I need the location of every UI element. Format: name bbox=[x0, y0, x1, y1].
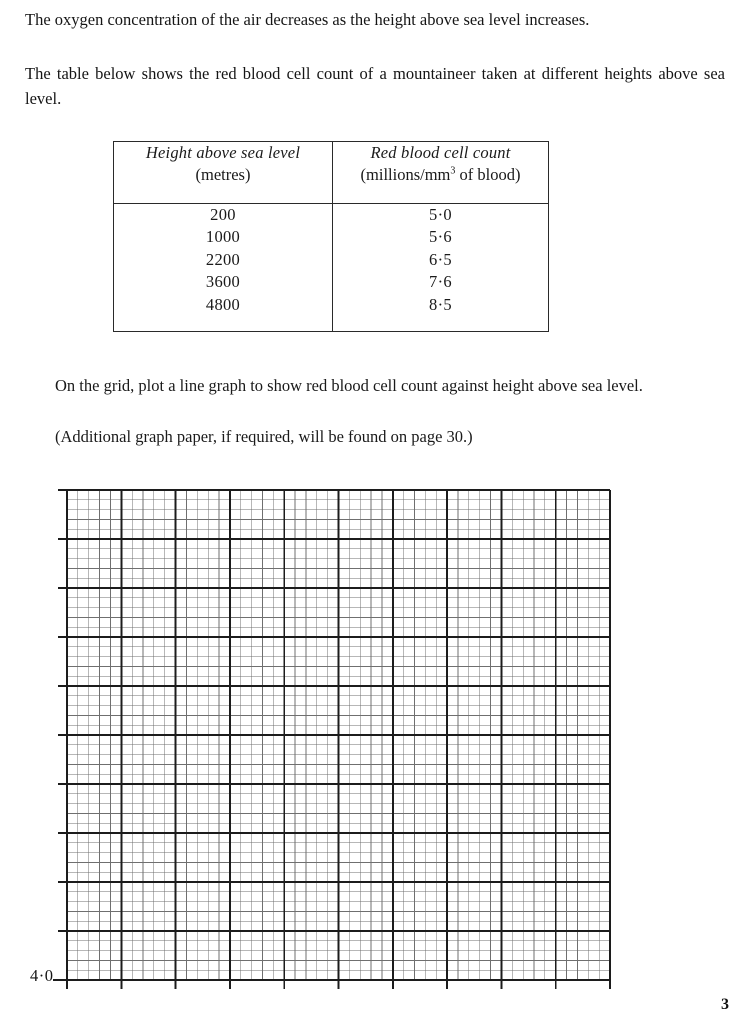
height-value: 200 bbox=[210, 205, 236, 224]
table-body-row bbox=[114, 204, 549, 332]
header-count-units-suffix: of blood) bbox=[455, 165, 521, 184]
header-count-main: Red blood cell count bbox=[370, 143, 511, 162]
heights-value-list bbox=[114, 204, 332, 316]
count-value: 6·5 bbox=[429, 249, 452, 269]
header-count-units bbox=[333, 164, 548, 186]
count-value: 8·5 bbox=[429, 294, 452, 314]
y-axis-origin-label: 4·0 bbox=[30, 966, 54, 985]
counts-value-list bbox=[333, 204, 548, 316]
height-value: 3600 bbox=[205, 272, 241, 292]
table-header-count bbox=[333, 142, 549, 204]
page-number: 3 bbox=[721, 996, 729, 1013]
height-value: 2200 bbox=[205, 249, 241, 269]
count-value: 5·6 bbox=[429, 227, 452, 247]
table-header-row bbox=[114, 142, 549, 204]
header-count-units-exponent: 3 bbox=[450, 165, 456, 177]
data-table bbox=[113, 141, 549, 332]
header-count-units-prefix: (millions/mm bbox=[360, 165, 451, 184]
instruction-plot-graph: On the grid, plot a line graph to show red blood cell count against height above sea level. bbox=[55, 376, 643, 395]
count-value: 5·0 bbox=[429, 205, 452, 224]
header-height-main: Height above sea level bbox=[145, 143, 301, 162]
table-header-height bbox=[114, 142, 333, 204]
height-value: 1000 bbox=[205, 227, 241, 247]
intro-paragraph-2: The table below shows the red blood cell count of a mountaineer taken at different heights above sea level. bbox=[25, 64, 725, 108]
height-value: 4800 bbox=[205, 294, 241, 314]
table-cell-heights bbox=[114, 204, 333, 332]
intro-paragraph-1: The oxygen concentration of the air decreases as the height above sea level increases. bbox=[25, 10, 590, 29]
header-height-units: (metres) bbox=[195, 165, 251, 184]
table-cell-counts bbox=[333, 204, 549, 332]
count-value: 7·6 bbox=[429, 272, 452, 292]
instruction-additional-paper: (Additional graph paper, if required, will be found on page 30.) bbox=[55, 427, 473, 446]
